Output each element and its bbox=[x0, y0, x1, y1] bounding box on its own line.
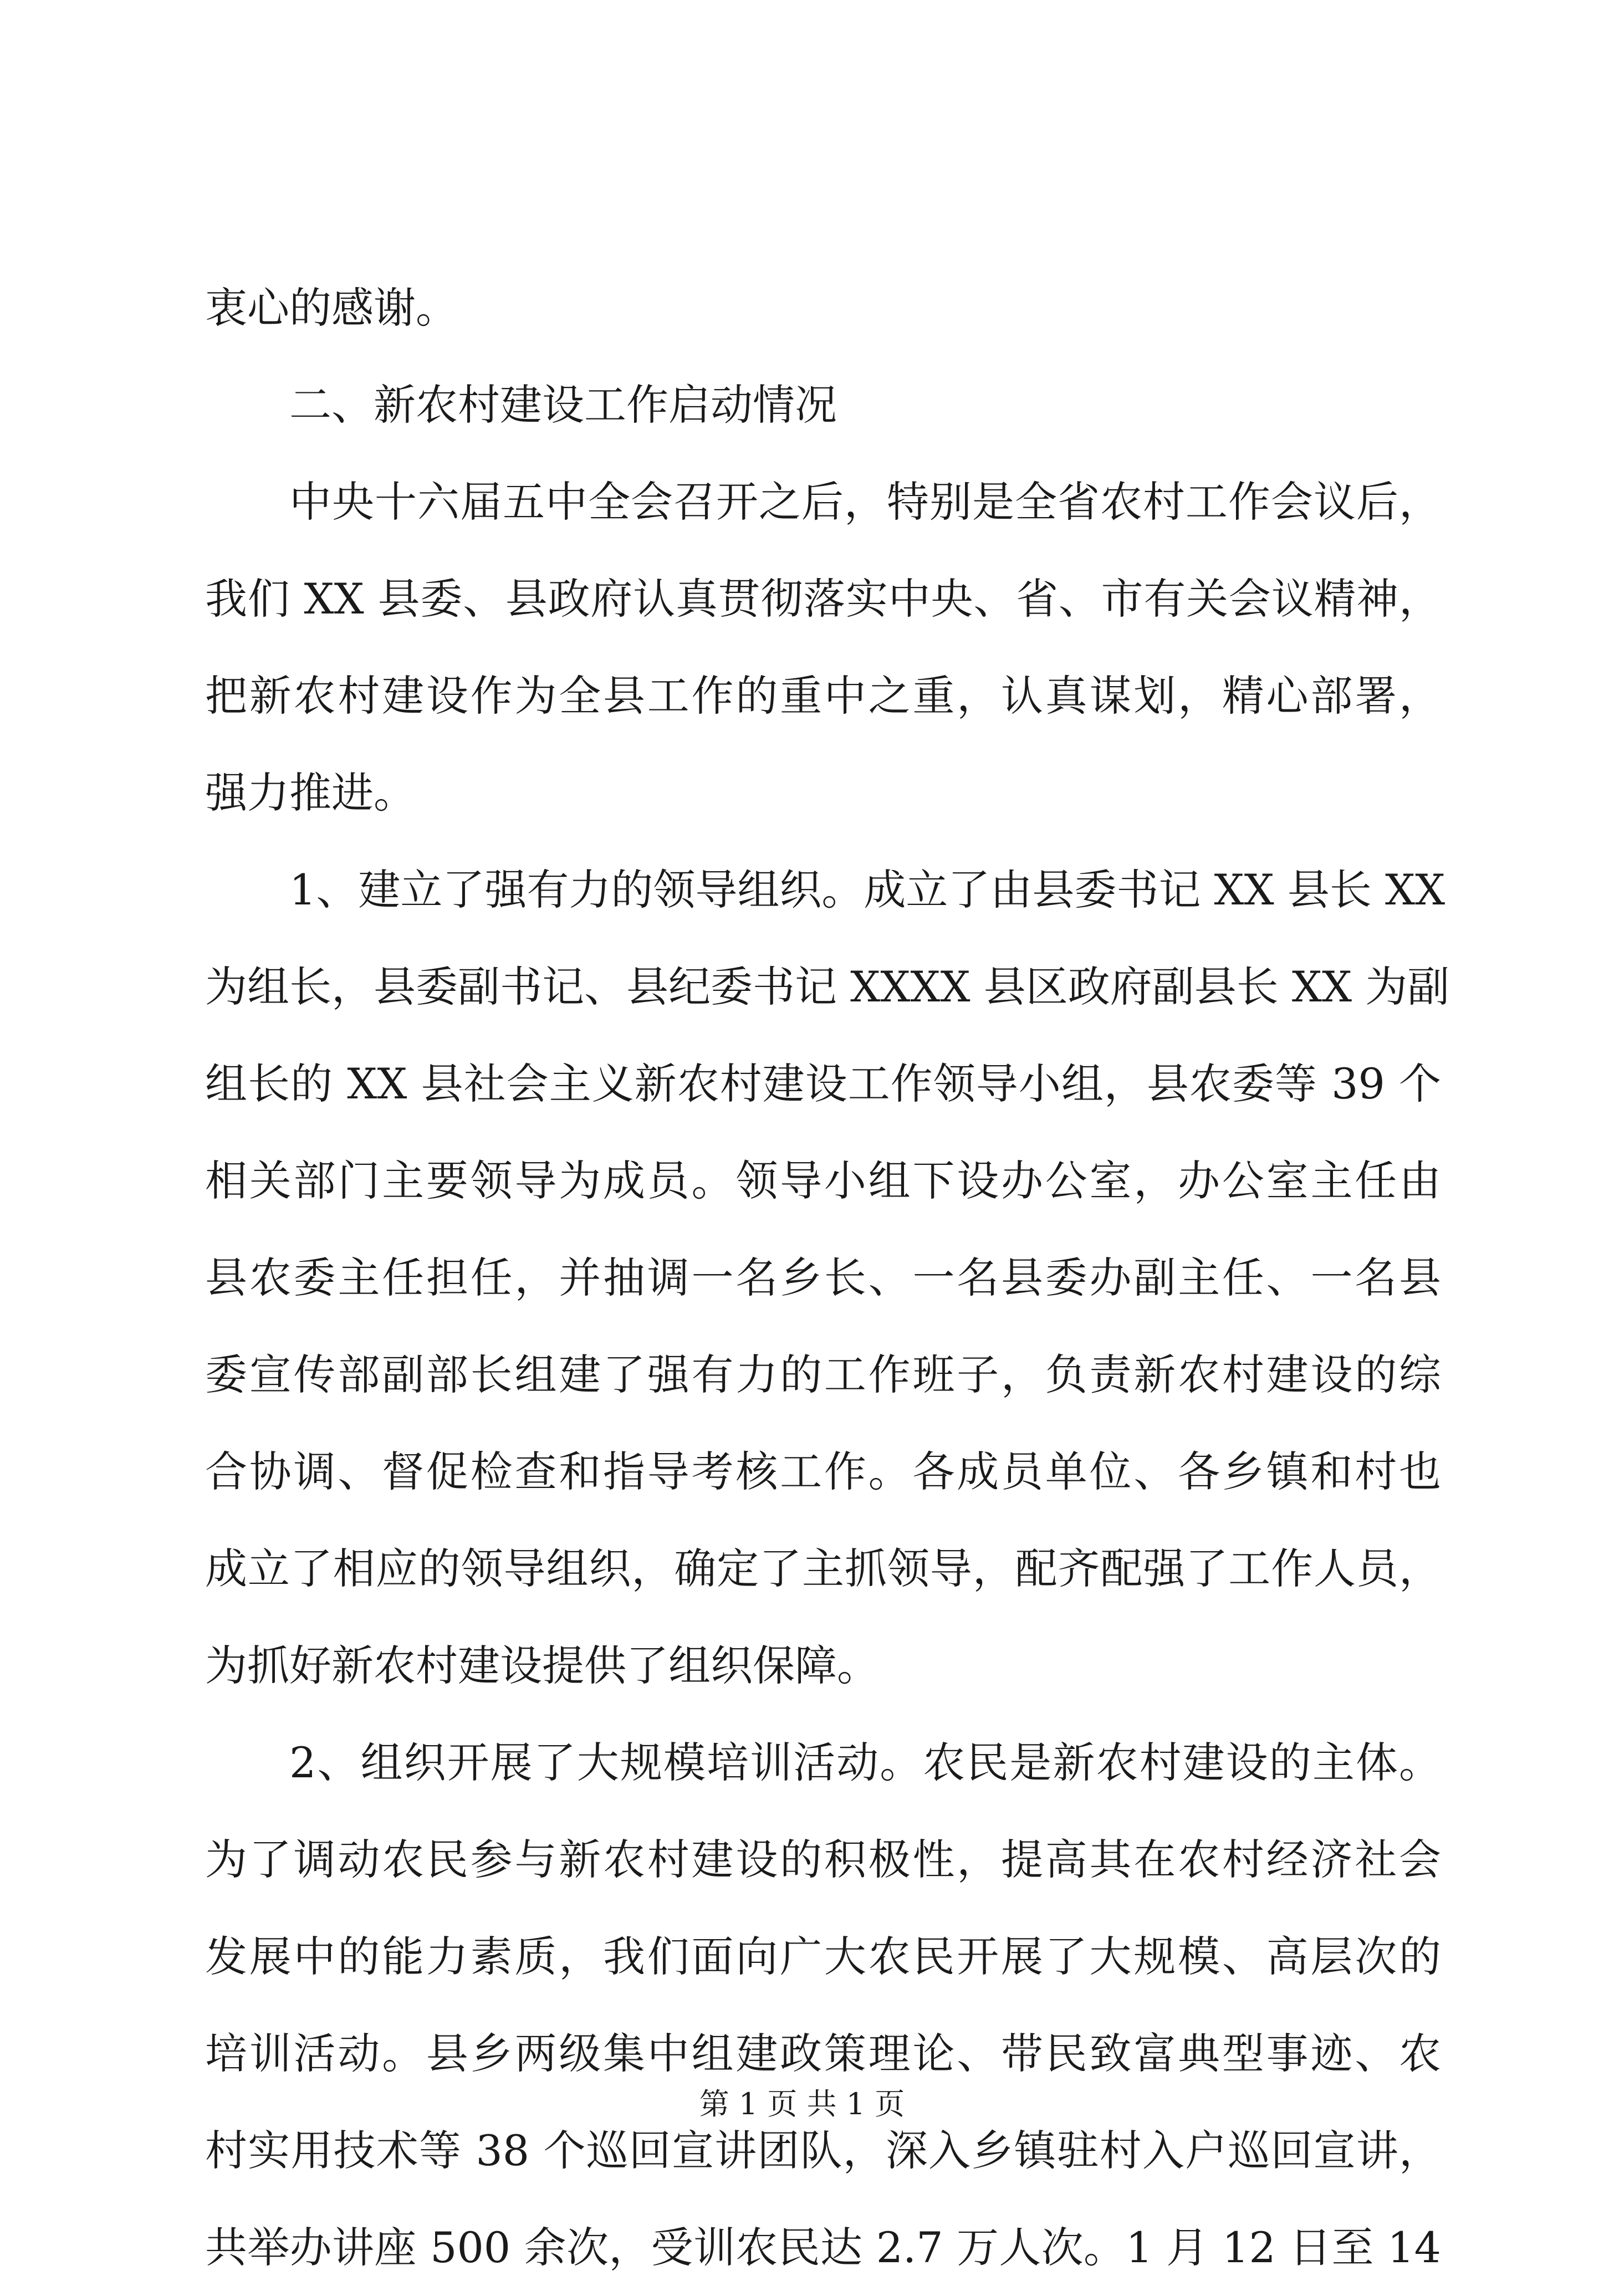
text-line: 2、组织开展了大规模培训活动。农民是新农村建设的主体。 bbox=[289, 1738, 1441, 1787]
text-line: 相关部门主要领导为成员。领导小组下设办公室，办公室主任由 bbox=[205, 1156, 1441, 1205]
text-line: 为了调动农民参与新农村建设的积极性，提高其在农村经济社会 bbox=[205, 1835, 1441, 1884]
text-line: 组长的 XX 县社会主义新农村建设工作领导小组，县农委等 39 个 bbox=[205, 1059, 1441, 1108]
text-line: 我们 XX 县委、县政府认真贯彻落实中央、省、市有关会议精神， bbox=[205, 574, 1441, 623]
text-line: 县农委主任担任，并抽调一名乡长、一名县委办副主任、一名县 bbox=[205, 1253, 1441, 1302]
text-line: 共举办讲座 500 余次，受训农民达 2.7 万人次。1 月 12 日至 14 bbox=[205, 2223, 1441, 2272]
text-line: 1、建立了强有力的领导组织。成立了由县委书记 XX 县长 XX bbox=[289, 865, 1445, 914]
text-line: 培训活动。县乡两级集中组建政策理论、带民致富典型事迹、农 bbox=[205, 2029, 1441, 2078]
text-line: 衷心的感谢。 bbox=[205, 283, 458, 333]
text-line: 二、新农村建设工作启动情况 bbox=[289, 380, 837, 429]
text-line: 委宣传部副部长组建了强有力的工作班子，负责新农村建设的综 bbox=[205, 1350, 1441, 1399]
text-line: 为抓好新农村建设提供了组织保障。 bbox=[205, 1641, 879, 1690]
text-line: 为组长，县委副书记、县纪委书记 XXXX 县区政府副县长 XX 为副 bbox=[205, 962, 1450, 1011]
text-line: 合协调、督促检查和指导考核工作。各成员单位、各乡镇和村也 bbox=[205, 1447, 1441, 1496]
text-line: 中央十六届五中全会召开之后，特别是全省农村工作会议后， bbox=[289, 477, 1441, 526]
text-line: 强力推进。 bbox=[205, 768, 416, 817]
page-footer: 第 1 页 共 1 页 bbox=[699, 2087, 905, 2121]
document-body bbox=[205, 259, 1450, 2296]
text-line: 发展中的能力素质，我们面向广大农民开展了大规模、高层次的 bbox=[205, 1932, 1441, 1981]
text-line: 村实用技术等 38 个巡回宣讲团队，深入乡镇驻村入户巡回宣讲， bbox=[205, 2126, 1441, 2175]
text-line: 成立了相应的领导组织，确定了主抓领导，配齐配强了工作人员， bbox=[205, 1544, 1441, 1593]
text-line: 把新农村建设作为全县工作的重中之重，认真谋划，精心部署， bbox=[205, 671, 1441, 720]
